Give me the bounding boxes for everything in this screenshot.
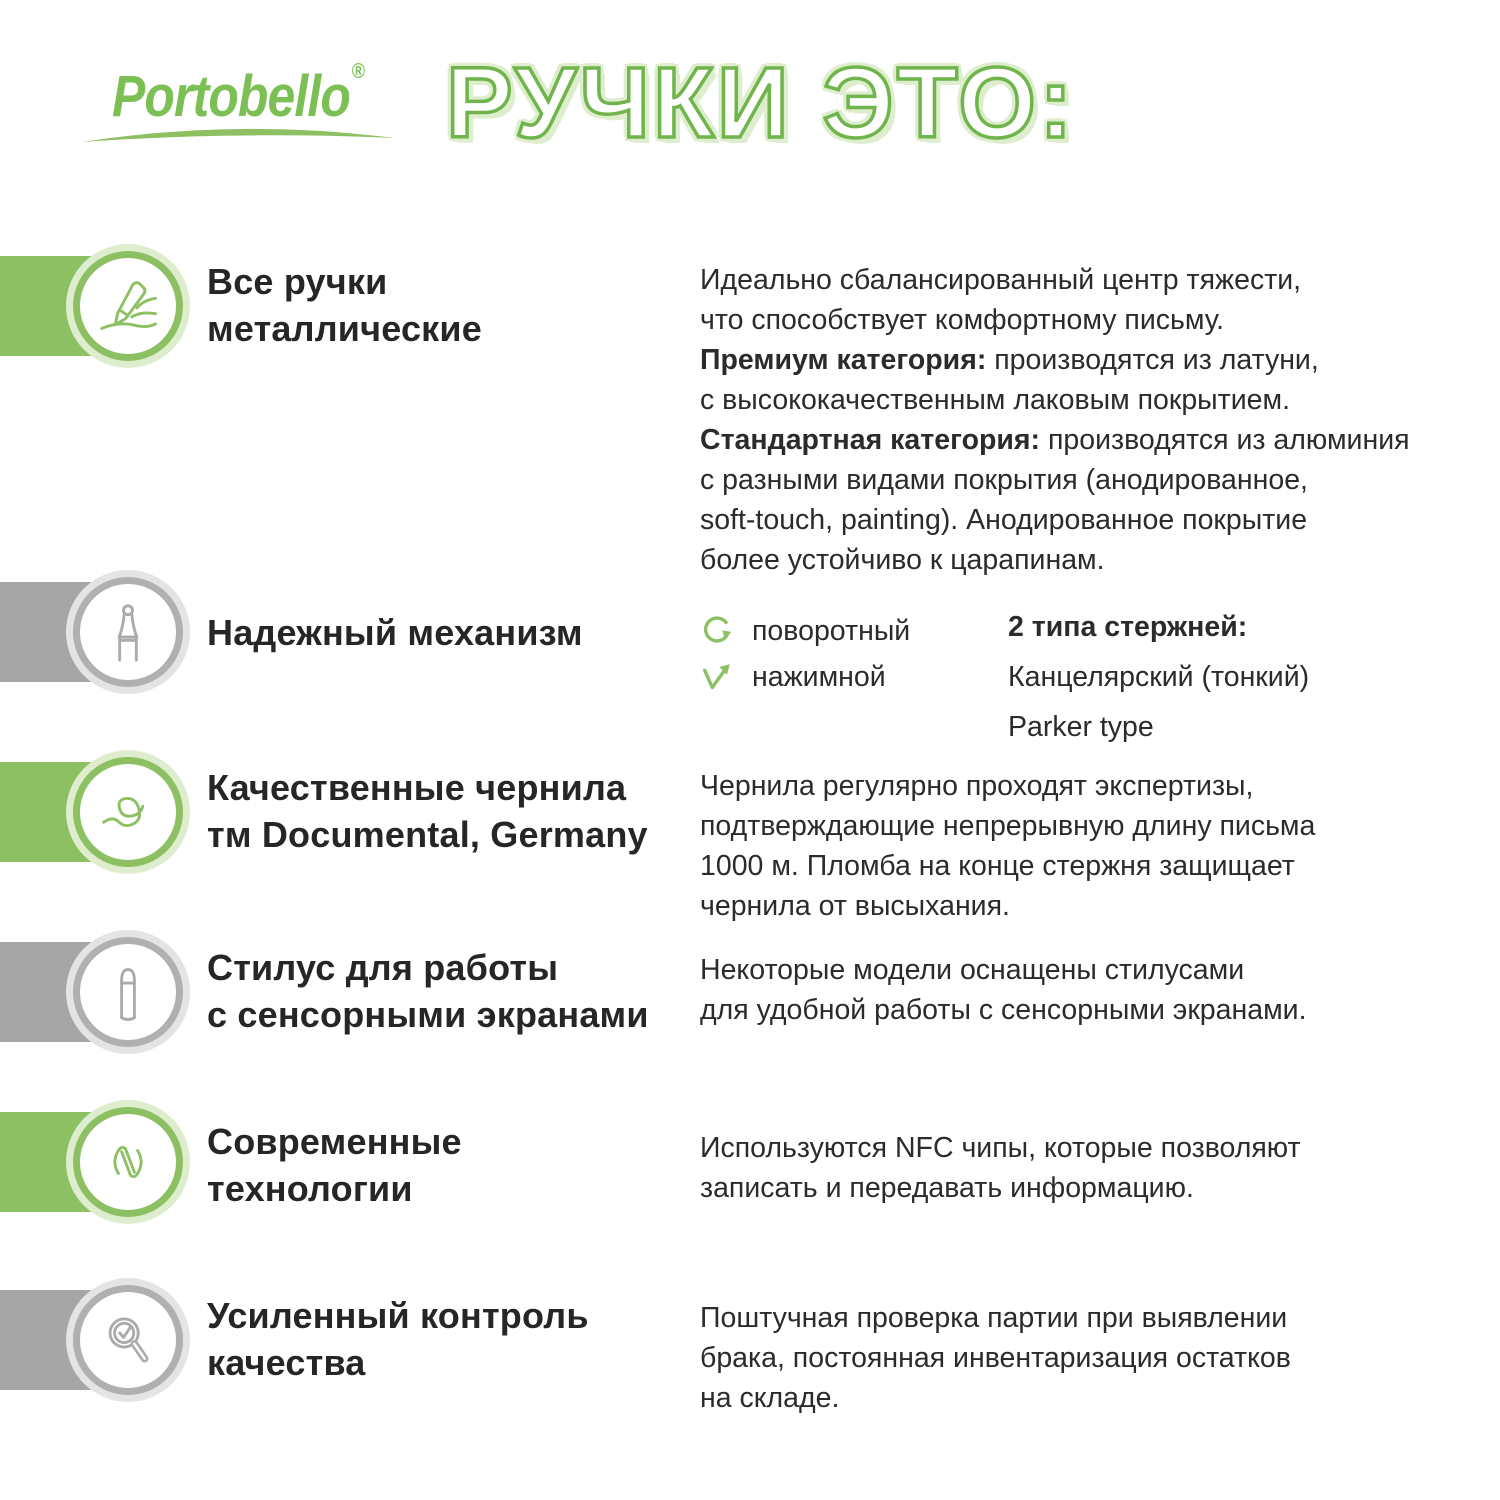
mechanism-label: поворотный bbox=[752, 614, 911, 647]
feature-badge bbox=[66, 244, 190, 368]
feature-heading: Современные технологии bbox=[207, 1121, 462, 1209]
refill-types bbox=[1008, 602, 1309, 752]
page-title: РУЧКИ ЭТО: bbox=[446, 47, 1076, 159]
press-arrow-icon bbox=[698, 658, 736, 696]
pen-tip-icon bbox=[96, 600, 160, 664]
portobello-logo bbox=[112, 60, 364, 130]
feature-badge bbox=[66, 1278, 190, 1402]
registered-mark: ® bbox=[351, 60, 365, 83]
feature-body: Используются NFC чипы, которые позволяют записать и передавать информацию. bbox=[700, 1132, 1301, 1204]
rotate-arrow-icon bbox=[698, 612, 736, 650]
refill-type: Канцелярский (тонкий) bbox=[1008, 661, 1310, 693]
logo-swoosh bbox=[80, 124, 396, 150]
feature-body: Некоторые модели оснащены стилусами для удобной работы с сенсорными экранами. bbox=[700, 954, 1307, 1026]
mechanism-list bbox=[698, 608, 910, 700]
refill-type: Parker type bbox=[1008, 711, 1154, 743]
feature-heading: Стилус для работы с сенсорными экранами bbox=[207, 947, 649, 1035]
nfc-icon bbox=[96, 1130, 160, 1194]
feature-badge bbox=[66, 1100, 190, 1224]
feature-badge bbox=[66, 930, 190, 1054]
hand-writing-pen-icon bbox=[96, 274, 160, 338]
feature-body: Поштучная проверка партии при выявлении брака, постоянная инвентаризация остатков на складе. bbox=[700, 1302, 1291, 1414]
feature-body: Идеально сбалансированный центр тяжести, что способствует комфортному письму. Премиум категория: производятся из латуни, с высококачественным лаковым покрытием. Стандартная категория: производятся из алюминия с разными видами покрытия (анодированное, soft-touch, painting). Анодированное покрытие более устойчиво к царапинам. bbox=[700, 264, 1410, 576]
feature-body: Чернила регулярно проходят экспертизы, подтверждающие непрерывную длину письма 1000 м. Пломба на конце стержня защищает чернила от высыхания. bbox=[700, 770, 1316, 922]
stylus-icon bbox=[96, 960, 160, 1024]
refill-types-title: 2 типа стержней: bbox=[1008, 611, 1248, 643]
mechanism-item bbox=[698, 608, 910, 654]
ink-swirl-icon bbox=[96, 780, 160, 844]
mechanism-label: нажимной bbox=[752, 660, 886, 693]
feature-heading: Качественные чернила тм Documental, Germany bbox=[207, 767, 648, 855]
quality-check-icon bbox=[96, 1308, 160, 1372]
feature-heading: Надежный механизм bbox=[207, 612, 583, 653]
feature-badge bbox=[66, 570, 190, 694]
mechanism-item bbox=[698, 654, 910, 700]
feature-badge bbox=[66, 750, 190, 874]
feature-heading: Все ручки металлические bbox=[207, 261, 482, 349]
feature-heading: Усиленный контроль качества bbox=[207, 1295, 589, 1383]
logo-text: Portobello bbox=[112, 64, 351, 129]
